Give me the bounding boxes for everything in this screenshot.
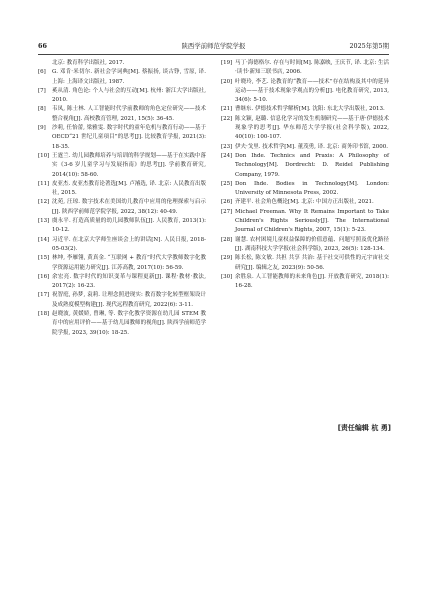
reference-entry	[221, 59, 389, 78]
reference-number: [6]	[38, 69, 46, 76]
reference-entry	[38, 152, 206, 180]
reference-number: [23]	[221, 143, 233, 150]
reference-entry	[38, 291, 206, 310]
reference-number: [19]	[221, 60, 233, 66]
reference-entry	[221, 143, 389, 152]
reference-text: 赵晓波, 黄媛娇, 曾琳, 等. 数字化教学资源在幼儿园 STEM 教育中的应用评价——基于幼儿园教师的视角[J]. 陕西学前师范学院学报, 2023, 39(10): 18-25.	[52, 311, 206, 336]
reference-number: [8]	[38, 106, 46, 113]
reference-entry	[38, 87, 206, 106]
reference-number: [26]	[221, 199, 233, 206]
page-number: 66	[38, 42, 47, 50]
reference-number: [7]	[38, 87, 46, 94]
reference-text: 林坤, 李雁翎, 黄真金. “互联网 + 教育”时代大学教师数字化教学资源运用能力研究[J]. 江苏高教, 2017(10): 56-59.	[52, 255, 206, 271]
reference-number: [18]	[38, 311, 50, 318]
reference-entry	[221, 254, 389, 273]
reference-entry	[38, 124, 206, 152]
reference-text: 虞永平. 打造高质量的幼儿园教师队伍[J]. 人民教育, 2013(1): 10-12.	[52, 218, 206, 234]
reference-number: [14]	[38, 236, 50, 243]
reference-entry	[221, 152, 389, 180]
reference-number: [30]	[221, 273, 233, 280]
reference-entry	[221, 198, 389, 207]
reference-number: [22]	[221, 115, 233, 122]
reference-number: [17]	[38, 292, 50, 299]
reference-text: Michael Freeman. Why It Remains Important to Take Children's Rights Seriously[J]. The International Journal of Children's Rights, 2007, 15(1): 5-23.	[235, 208, 389, 234]
reference-number: [29]	[221, 255, 233, 262]
reference-number: [24]	[221, 152, 233, 159]
references-right-column	[221, 59, 389, 291]
reference-entry	[38, 198, 206, 217]
header-rule	[38, 54, 389, 55]
reference-text: 陈文颖, 赵璐. 信息化学习的发生机制研究——基于唐·伊德技术现象学的思考[J]. 华东师范大学学报(社会科学版), 2022, 40(10): 100-107.	[235, 115, 389, 141]
reference-text: G. 邓肯·米切尔. 新社会学词典[M]. 蔡振扬, 谈古铮, 雪原, 译. 上海: 上海译文出版社, 1987.	[52, 69, 206, 85]
reference-entry	[221, 208, 389, 236]
reference-number: [27]	[221, 208, 233, 215]
reference-entry	[221, 105, 389, 114]
reference-text: 王霆兰. 幼儿园教师培养与培训的科学规划——基于在实践中落实《3-6 岁儿童学习与发展指南》的思考[J]. 学前教育研究, 2014(10): 58-60.	[52, 152, 206, 178]
responsible-editor: [责任编辑 杭 勇]	[337, 424, 391, 432]
reference-number: [11]	[38, 180, 50, 187]
reference-text: 沈苑, 汪琼. 数字技术在美国幼儿教育中应用的伦理探索与启示[J]. 陕西学前师范学院学报, 2022, 38(12): 40-49.	[52, 199, 206, 215]
reference-text: 余胜泉. 人工智能教师的未来角色[J]. 开放教育研究, 2018(1): 16-28.	[235, 273, 389, 290]
reference-text: Don Ihde. Technics and Praxis: A Philosophy of Technology[M]. Dordrecht: D. Reidel Publishing Company, 1979.	[235, 152, 389, 178]
reference-text: 齐建平. 社会角色概论[M]. 北京: 中国方正出版社, 2021.	[235, 199, 374, 206]
reference-text: 习近平. 在北京大学师生座谈会上的讲话[N]. 人民日报, 2018-05-03(2).	[52, 236, 206, 252]
reference-entry	[38, 310, 206, 338]
issue-label: 2025年第5期	[349, 42, 389, 50]
reference-text: 祝智庭, 孙梦, 袁莉. 让理念照进现实: 教育数字化转型框架设计及成熟度模型构建[J]. 现代远程教育研究, 2022(6): 3-11.	[52, 292, 206, 308]
reference-text: 伊夫·戈里. 技术哲学[M]. 董茂勇, 译. 北京: 商务印书馆, 2000.	[235, 143, 389, 150]
reference-text: 叶晓玲, 李艺. 论教育的“教育——技术”存在结构及其中的延异运动——基于技术现象学观点的分析[J]. 电化教育研究, 2013, 34(6): 5-10.	[235, 78, 389, 104]
reference-text: 曹继东. 伊德技术哲学解析[M]. 沈阳: 东北大学出版社, 2013.	[235, 106, 385, 113]
reference-text: 北京: 教育科学出版社, 2017.	[52, 60, 125, 66]
references-left-column	[38, 59, 206, 338]
reference-number: [25]	[221, 180, 233, 187]
reference-entry	[38, 180, 206, 199]
reference-entry	[221, 78, 389, 106]
reference-number: [9]	[38, 125, 46, 132]
reference-entry	[221, 236, 389, 255]
reference-entry	[38, 68, 206, 87]
reference-number: [21]	[221, 106, 233, 113]
reference-text: 韦凤, 陈士林. 人工智能时代学前教师的角色定位研究——技术整合视角[J]. 高校教育管理, 2021, 15(5): 36-45.	[52, 106, 206, 122]
reference-number: [20]	[221, 78, 233, 85]
reference-text: 陈长松, 陈文敏. 共担 共享 共治: 基于社交可供性的元宇宙社交研究[J]. 编辑之友, 2023(9): 50-56.	[235, 255, 389, 271]
reference-entry	[221, 273, 389, 292]
reference-text: 皮亚杰. 皮亚杰教育论著选[M]. 卢濬选, 译. 北京: 人民教育出版社, 2015.	[52, 180, 207, 197]
journal-title: 陕西学前师范学院学报	[181, 42, 246, 50]
reference-text: Don Ihde. Bodies in Technology[M]. London: University of Minnesota Press, 2002.	[235, 180, 389, 197]
reference-number: [12]	[38, 199, 50, 206]
reference-text: 谢慧. 农村困境儿童权益保障的价值意蕴、问题写照及优化路径[J]. 湖南科技大学学报(社会科学版), 2023, 26(5): 128-134.	[235, 236, 389, 252]
reference-number: [10]	[38, 152, 50, 159]
reference-entry	[221, 180, 389, 199]
reference-entry	[38, 273, 206, 292]
reference-number: [15]	[38, 255, 50, 262]
page-header	[38, 40, 389, 52]
reference-text: 余宏亮. 数字时代的知识变革与课程更新[J]. 课程·教材·教法, 2017(2): 16-23.	[52, 273, 206, 290]
reference-entry	[38, 217, 206, 236]
reference-text: 马丁·海德格尔. 存在与时间[M]. 陈嘉映, 王庆节, 译. 北京: 生活·读书·新知三联书店, 2006.	[235, 60, 389, 76]
reference-entry	[38, 59, 206, 68]
reference-number: [16]	[38, 273, 50, 280]
reference-entry	[38, 236, 206, 255]
reference-entry	[221, 115, 389, 143]
reference-number: [28]	[221, 236, 233, 243]
reference-entry	[38, 254, 206, 273]
reference-text: 奚从清. 角色论: 个人与社会的互动[M]. 杭州: 浙江大学出版社, 2010.	[52, 87, 206, 104]
reference-text: 沙莉, 任怡蕾, 梁雅雯. 数字时代的童年危机与教育行动——基于 OECD“21 世纪儿童项目”的思考[J]. 比较教育学报, 2021(3): 18-35.	[52, 125, 206, 150]
reference-entry	[38, 105, 206, 124]
reference-number: [13]	[38, 218, 50, 225]
